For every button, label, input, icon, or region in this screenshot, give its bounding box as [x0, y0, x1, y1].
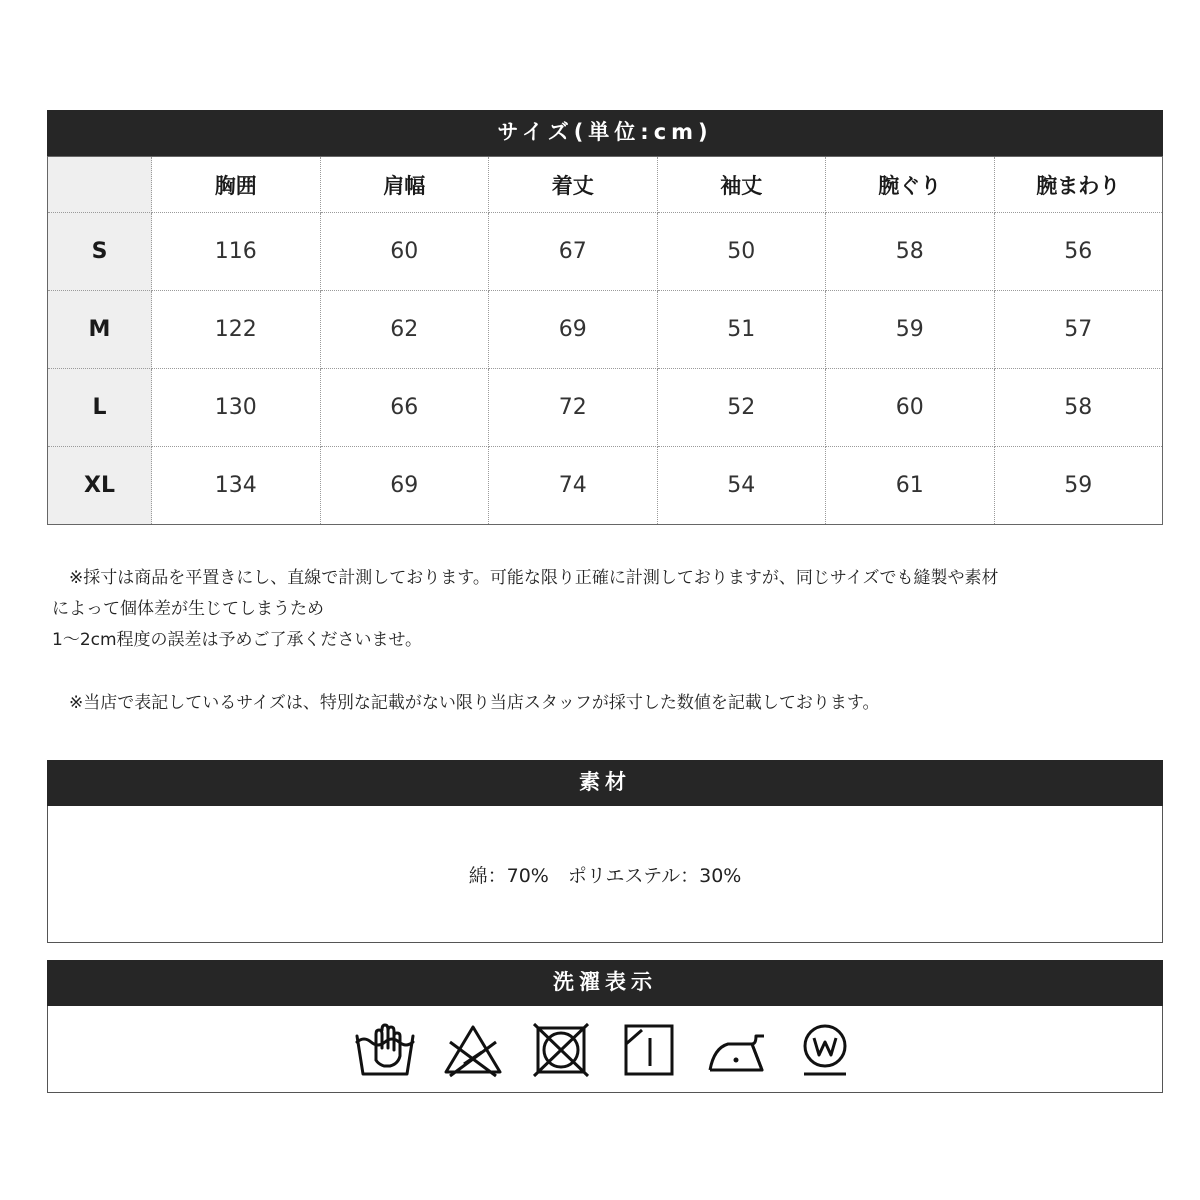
material-text: 綿：70% ポリエステル：30% — [468, 864, 742, 887]
table-cell: 122 — [152, 291, 321, 369]
table-row — [48, 213, 1163, 291]
table-row — [48, 447, 1163, 525]
note-line: によって個体差が生じてしまうため — [52, 599, 324, 619]
table-cell: 134 — [152, 447, 321, 525]
table-cell: 74 — [489, 447, 658, 525]
wet-clean-icon — [794, 1022, 856, 1078]
table-cell: 66 — [320, 369, 489, 447]
table-cell: 130 — [152, 369, 321, 447]
measurement-notes — [52, 563, 1162, 719]
table-row — [48, 291, 1163, 369]
table-cell: 69 — [320, 447, 489, 525]
column-header: 腕まわり — [994, 157, 1163, 213]
note-line: 1～2cm程度の誤差は予めご了承くださいませ。 — [52, 630, 423, 650]
table-cell: 51 — [657, 291, 826, 369]
table-cell: 52 — [657, 369, 826, 447]
column-header: 肩幅 — [320, 157, 489, 213]
table-cell: 54 — [657, 447, 826, 525]
size-label: M — [48, 291, 152, 369]
no-bleach-icon — [442, 1022, 504, 1078]
table-cell: 50 — [657, 213, 826, 291]
wash-section-title: 洗濯表示 — [47, 960, 1163, 1006]
line-dry-shade-icon — [618, 1022, 680, 1078]
table-cell: 60 — [320, 213, 489, 291]
size-section-title: サイズ(単位:cm) — [47, 110, 1163, 156]
table-cell: 69 — [489, 291, 658, 369]
size-label: S — [48, 213, 152, 291]
column-header: 胸囲 — [152, 157, 321, 213]
table-cell: 57 — [994, 291, 1163, 369]
table-cell: 56 — [994, 213, 1163, 291]
no-tumble-dry-icon — [530, 1022, 592, 1078]
table-cell: 61 — [826, 447, 995, 525]
column-header: 袖丈 — [657, 157, 826, 213]
material-section-title: 素材 — [47, 760, 1163, 806]
note-line: ※採寸は商品を平置きにし、直線で計測しております。可能な限り正確に計測しておりますが、同じサイズでも縫製や素材 — [52, 568, 999, 588]
table-row — [48, 369, 1163, 447]
table-cell: 67 — [489, 213, 658, 291]
size-table — [47, 156, 1163, 525]
size-section — [47, 110, 1163, 525]
table-cell: 60 — [826, 369, 995, 447]
size-table-corner — [48, 157, 152, 213]
hand-wash-icon — [354, 1022, 416, 1078]
wash-icons-box — [47, 1006, 1163, 1093]
size-label: XL — [48, 447, 152, 525]
table-cell: 58 — [826, 213, 995, 291]
column-header: 腕ぐり — [826, 157, 995, 213]
note-line: ※当店で表記しているサイズは、特別な記載がない限り当店スタッフが採寸した数値を記載しております。 — [52, 693, 880, 713]
size-label: L — [48, 369, 152, 447]
table-cell: 72 — [489, 369, 658, 447]
wash-section — [47, 960, 1163, 1093]
table-cell: 59 — [994, 447, 1163, 525]
table-cell: 62 — [320, 291, 489, 369]
table-cell: 59 — [826, 291, 995, 369]
iron-low-icon — [706, 1022, 768, 1078]
size-table-header-row — [48, 157, 1163, 213]
material-box — [47, 806, 1163, 943]
table-cell: 116 — [152, 213, 321, 291]
column-header: 着丈 — [489, 157, 658, 213]
material-section — [47, 760, 1163, 943]
table-cell: 58 — [994, 369, 1163, 447]
